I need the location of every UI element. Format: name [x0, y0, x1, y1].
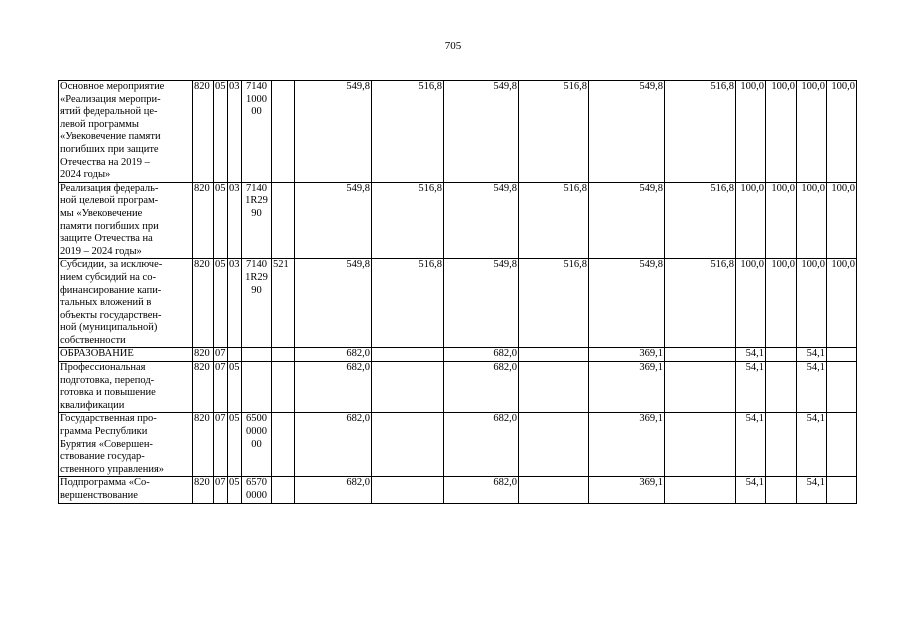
- cell-p3: 100,0: [797, 182, 827, 259]
- cell-rz: 05: [214, 81, 228, 183]
- cell-v6: [665, 413, 736, 477]
- row-name-line: Государственная про-: [60, 413, 157, 425]
- row-name-line: ятий федеральной це-: [60, 106, 158, 118]
- cell-adm: 820: [193, 81, 214, 183]
- row-name-line: собственности: [60, 334, 126, 346]
- table-row: [59, 413, 857, 477]
- cell-adm: 820: [193, 477, 214, 503]
- cell-p4: [827, 348, 857, 362]
- cell-v2: 516,8: [372, 259, 444, 348]
- cell-v1: 682,0: [295, 477, 372, 503]
- cell-pr: [228, 348, 242, 362]
- cell-v3: 682,0: [444, 413, 519, 477]
- row-name-line: нием субсидий на со-: [60, 271, 156, 283]
- row-name-line: Бурятия «Совершен-: [60, 438, 153, 450]
- row-name-cell: [59, 362, 193, 413]
- cell-v1: 549,8: [295, 81, 372, 183]
- cell-v1: 682,0: [295, 413, 372, 477]
- row-name-line: Профессиональная: [60, 362, 146, 374]
- cell-p3: 54,1: [797, 348, 827, 362]
- row-name-line: левой программы: [60, 118, 139, 130]
- cell-v5: 369,1: [589, 413, 665, 477]
- cell-v3: 549,8: [444, 259, 519, 348]
- cell-pr: 03: [228, 259, 242, 348]
- cell-v4: 516,8: [519, 81, 589, 183]
- cell-csr: [242, 259, 272, 348]
- row-name-line: готовка и повышение: [60, 387, 156, 399]
- cell-v1: 682,0: [295, 348, 372, 362]
- row-name-line: вершенствование: [60, 490, 138, 501]
- cell-v3: 549,8: [444, 81, 519, 183]
- cell-v6: [665, 348, 736, 362]
- table-row: [59, 259, 857, 348]
- cell-csr: [242, 413, 272, 477]
- csr-code: 6570 0000: [246, 477, 267, 501]
- row-name-line: подготовка, перепод-: [60, 374, 155, 386]
- cell-rz: 07: [214, 362, 228, 413]
- cell-v5: 549,8: [589, 81, 665, 183]
- cell-vr: [272, 477, 295, 503]
- row-name-line: ствование государ-: [60, 451, 145, 463]
- cell-pr: 05: [228, 477, 242, 503]
- row-name-line: Подпрограмма «Со-: [60, 477, 150, 489]
- cell-p4: [827, 413, 857, 477]
- cell-v6: 516,8: [665, 259, 736, 348]
- page-number: 705: [444, 40, 462, 52]
- cell-p2: [766, 362, 797, 413]
- cell-p3: 100,0: [797, 81, 827, 183]
- row-name-cell: [59, 413, 193, 477]
- row-name-line: Реализация федераль-: [60, 182, 159, 194]
- cell-p2: 100,0: [766, 182, 797, 259]
- csr-code: 7140 1R29 90: [245, 259, 268, 296]
- cell-p4: 100,0: [827, 182, 857, 259]
- row-name-cell: [59, 348, 193, 362]
- row-name-cell: [59, 259, 193, 348]
- cell-p1: 100,0: [736, 182, 766, 259]
- cell-adm: 820: [193, 259, 214, 348]
- cell-p1: 54,1: [736, 348, 766, 362]
- cell-rz: 05: [214, 259, 228, 348]
- cell-pr: 05: [228, 362, 242, 413]
- row-name-line: квалификации: [60, 399, 125, 411]
- cell-p4: [827, 362, 857, 413]
- cell-adm: 820: [193, 362, 214, 413]
- row-name-line: ОБРАЗОВАНИЕ: [60, 348, 134, 360]
- cell-vr: [272, 413, 295, 477]
- cell-v5: 369,1: [589, 362, 665, 413]
- cell-v4: [519, 413, 589, 477]
- cell-rz: 05: [214, 182, 228, 259]
- cell-rz: 07: [214, 477, 228, 503]
- cell-v5: 549,8: [589, 259, 665, 348]
- cell-v5: 369,1: [589, 348, 665, 362]
- cell-vr: [272, 81, 295, 183]
- cell-pr: 03: [228, 182, 242, 259]
- row-name-line: мы «Увековечение: [60, 207, 143, 219]
- row-name-line: ственного управления»: [60, 463, 165, 475]
- row-name-cell: [59, 81, 193, 183]
- cell-p3: 54,1: [797, 362, 827, 413]
- table-row: [59, 348, 857, 362]
- cell-rz: 07: [214, 348, 228, 362]
- cell-vr: [272, 182, 295, 259]
- cell-v2: [372, 348, 444, 362]
- cell-pr: 03: [228, 81, 242, 183]
- row-name-line: Отечества на 2019 –: [60, 156, 150, 168]
- row-name-line: Основное мероприятие: [60, 81, 165, 92]
- cell-adm: 820: [193, 413, 214, 477]
- cell-p1: 54,1: [736, 413, 766, 477]
- cell-v2: 516,8: [372, 182, 444, 259]
- cell-v4: [519, 477, 589, 503]
- cell-adm: 820: [193, 348, 214, 362]
- cell-rz: 07: [214, 413, 228, 477]
- cell-v1: 682,0: [295, 362, 372, 413]
- cell-v4: 516,8: [519, 182, 589, 259]
- cell-v2: [372, 413, 444, 477]
- table-row: [59, 81, 857, 183]
- cell-p1: 54,1: [736, 477, 766, 503]
- cell-p1: 54,1: [736, 362, 766, 413]
- cell-v3: 549,8: [444, 182, 519, 259]
- cell-p4: 100,0: [827, 81, 857, 183]
- cell-v1: 549,8: [295, 182, 372, 259]
- cell-vr: [272, 348, 295, 362]
- cell-v4: [519, 348, 589, 362]
- cell-v5: 369,1: [589, 477, 665, 503]
- cell-p2: [766, 348, 797, 362]
- cell-v4: [519, 362, 589, 413]
- table-body: [59, 81, 857, 504]
- cell-v6: [665, 362, 736, 413]
- cell-vr: 521: [272, 259, 295, 348]
- cell-v3: 682,0: [444, 362, 519, 413]
- csr-code: 7140 1R29 90: [245, 182, 268, 219]
- cell-p2: 100,0: [766, 81, 797, 183]
- row-name-line: Субсидии, за исключе-: [60, 259, 163, 271]
- budget-table: [58, 80, 857, 504]
- row-name-line: ной целевой програм-: [60, 195, 159, 207]
- cell-p3: 100,0: [797, 259, 827, 348]
- cell-v3: 682,0: [444, 477, 519, 503]
- cell-adm: 820: [193, 182, 214, 259]
- row-name-line: ной (муниципальной): [60, 322, 158, 334]
- table-row: [59, 477, 857, 503]
- cell-v6: 516,8: [665, 81, 736, 183]
- cell-p4: [827, 477, 857, 503]
- cell-p2: 100,0: [766, 259, 797, 348]
- row-name-line: тальных вложений в: [60, 297, 152, 309]
- row-name-line: «Увековечение памяти: [60, 131, 161, 143]
- cell-csr: [242, 182, 272, 259]
- row-name-line: памяти погибших при: [60, 220, 159, 232]
- cell-csr: [242, 81, 272, 183]
- cell-p4: 100,0: [827, 259, 857, 348]
- row-name-cell: [59, 182, 193, 259]
- row-name-line: 2024 годы»: [60, 169, 111, 181]
- cell-v5: 549,8: [589, 182, 665, 259]
- cell-vr: [272, 362, 295, 413]
- cell-p1: 100,0: [736, 81, 766, 183]
- cell-v1: 549,8: [295, 259, 372, 348]
- row-name-line: 2019 – 2024 годы»: [60, 245, 142, 257]
- row-name-line: погибших при защите: [60, 143, 159, 155]
- row-name-cell: [59, 477, 193, 503]
- cell-v2: [372, 362, 444, 413]
- cell-csr: [242, 362, 272, 413]
- cell-p2: [766, 413, 797, 477]
- cell-p3: 54,1: [797, 477, 827, 503]
- row-name-line: финансирование капи-: [60, 284, 162, 296]
- cell-p3: 54,1: [797, 413, 827, 477]
- cell-v2: [372, 477, 444, 503]
- row-name-line: объекты государствен-: [60, 309, 162, 321]
- cell-v2: 516,8: [372, 81, 444, 183]
- cell-pr: 05: [228, 413, 242, 477]
- cell-v3: 682,0: [444, 348, 519, 362]
- table-row: [59, 182, 857, 259]
- cell-v4: 516,8: [519, 259, 589, 348]
- row-name-line: грамма Республики: [60, 426, 148, 438]
- cell-p2: [766, 477, 797, 503]
- cell-csr: [242, 348, 272, 362]
- csr-code: 6500 0000 00: [246, 413, 267, 450]
- cell-csr: [242, 477, 272, 503]
- cell-v6: 516,8: [665, 182, 736, 259]
- row-name-line: защите Отечества на: [60, 233, 153, 245]
- table-row: [59, 362, 857, 413]
- row-name-line: «Реализация меропри-: [60, 93, 161, 105]
- cell-v6: [665, 477, 736, 503]
- cell-p1: 100,0: [736, 259, 766, 348]
- csr-code: 7140 1000 00: [246, 81, 267, 118]
